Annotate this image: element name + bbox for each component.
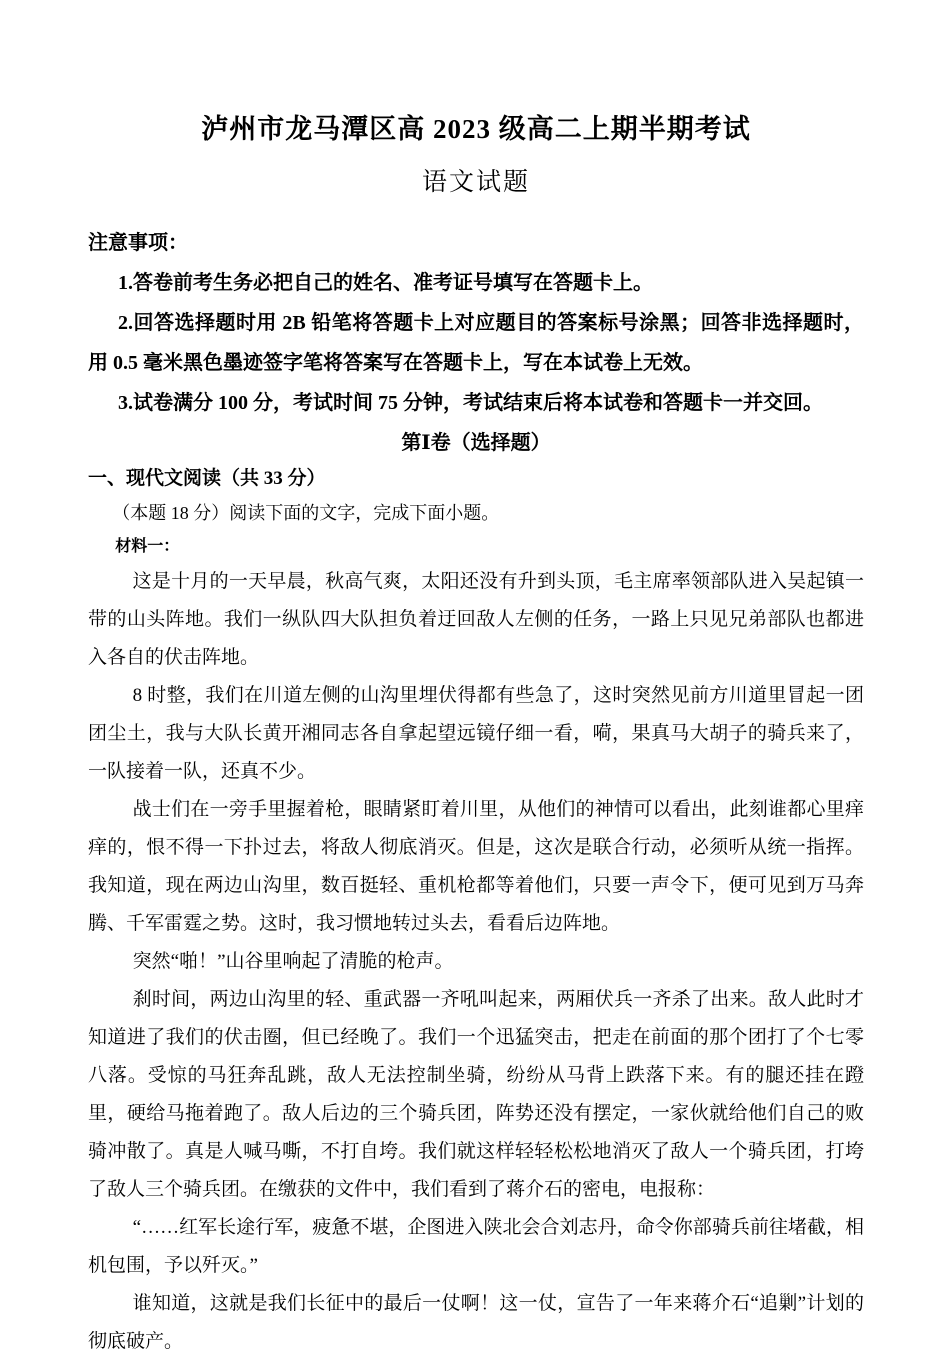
exam-title: 泸州市龙马潭区高 2023 级高二上期半期考试 xyxy=(201,114,751,144)
volume-heading: 第Ⅰ卷（选择题） xyxy=(401,432,551,454)
notice-heading: 注意事项： xyxy=(88,232,188,254)
exam-subtitle: 语文试题 xyxy=(421,169,530,196)
paragraph-4: 突然“啪！”山谷里响起了清脆的枪声。 xyxy=(132,951,454,972)
paragraph-3: 战士们在一旁手里握着枪，眼睛紧盯着川里，从他们的神情可以看出，此刻谁都心里痒痒的，恨不得一下扑过去，将敌人彻底消灭。但是，这次是联合行动，必须听从统一指挥。我知道，现在两边山沟里，数百挺轻、重机枪都等着他们，只要一声令下，便可见到万马奔腾、千军雷霆之势。这时，我习惯地转过头去，看看后边阵地。 xyxy=(88,799,864,934)
notice-item-3: 3.试卷满分 100 分，考试时间 75 分钟，考试结束后将本试卷和答题卡一并交回。 xyxy=(118,392,823,414)
paragraph-2: 8 时整，我们在川道左侧的山沟里埋伏得都有些急了，这时突然见前方川道里冒起一团团尘土，我与大队长黄开湘同志各自拿起望远镜仔细一看，嗬，果真马大胡子的骑兵来了，一队接着一队，还真不少。 xyxy=(88,685,864,782)
material-label: 材料一： xyxy=(115,538,180,555)
paragraph-1: 这是十月的一天早晨，秋高气爽，太阳还没有升到头顶，毛主席率领部队进入吴起镇一带的山头阵地。我们一纵队四大队担负着迂回敌人左侧的任务，一路上只见兄弟部队也都进入各自的伏击阵地。 xyxy=(88,571,864,668)
section-heading: 一、现代文阅读（共 33 分） xyxy=(88,468,326,489)
notice-item-2: 2.回答选择题时用 2B 铅笔将答题卡上对应题目的答案标号涂黑；回答非选择题时，用 0.5 毫米黑色墨迹签字笔将答案写在答题卡上，写在本试卷上无效。 xyxy=(88,312,864,374)
paragraph-6-telegram-quote: “……红军长途行军，疲惫不堪，企图进入陕北会合刘志丹，命令你部骑兵前往堵截，相机包围，予以歼灭。” xyxy=(88,1217,864,1276)
notice-item-1: 1.答卷前考生务必把自己的姓名、准考证号填写在答题卡上。 xyxy=(118,272,653,294)
section-intro: （本题 18 分）阅读下面的文字，完成下面小题。 xyxy=(112,503,500,523)
paragraph-7: 谁知道，这就是我们长征中的最后一仗啊！这一仗，宣告了一年来蒋介石“追剿”计划的彻底破产。 xyxy=(88,1293,864,1352)
paragraph-5: 刹时间，两边山沟里的轻、重武器一齐吼叫起来，两厢伏兵一齐杀了出来。敌人此时才知道进了我们的伏击圈，但已经晚了。我们一个迅猛突击，把走在前面的那个团打了个七零八落。受惊的马狂奔乱跳，敌人无法控制坐骑，纷纷从马背上跌落下来。有的腿还挂在蹬里，硬给马拖着跑了。敌人后边的三个骑兵团，阵势还没有摆定，一家伙就给他们自己的败骑冲散了。真是人喊马嘶，不打自垮。我们就这样轻轻松松地消灭了敌人一个骑兵团，打垮了敌人三个骑兵团。在缴获的文件中，我们看到了蒋介石的密电，电报称： xyxy=(88,989,864,1200)
